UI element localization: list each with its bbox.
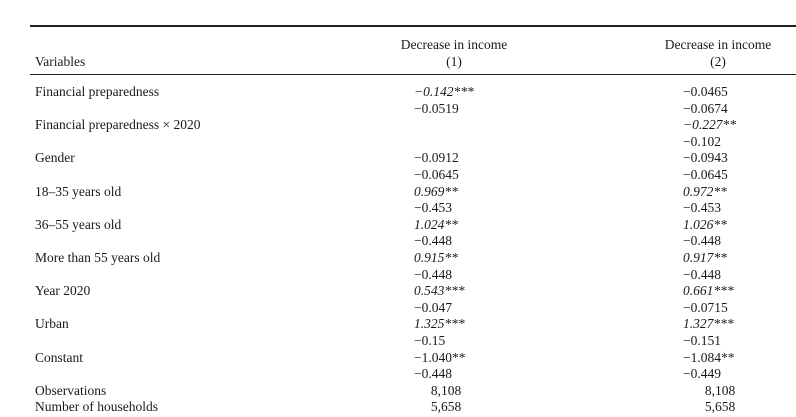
col2-number: (2) [710,54,726,69]
col1-title: Decrease in income [400,37,508,52]
cell-col2: 1.327*** [683,316,734,332]
row-label: Financial preparedness × 2020 [35,117,201,133]
col2-title: Decrease in income [664,37,772,52]
cell-col2: 0.917** [683,250,727,265]
cell-col1: 0.915** [414,250,458,265]
cell-col1: −0.0912 [414,150,459,166]
row-label: Observations [35,382,107,398]
header-rule [30,74,796,75]
cell-col2: 0.661*** [683,283,734,299]
cell-col1: 5,658 [430,399,462,415]
cell-col2: −1.084** [683,349,735,365]
row-label: 36–55 years old [35,216,122,232]
cell-col2: −0.0645 [683,167,728,182]
cell-col1: −0.0645 [414,167,459,182]
variables-header: Variables [35,54,86,69]
cell-col1: −1.040** [414,349,466,365]
cell-col1: −0.0519 [414,100,459,116]
col1-number: (1) [446,54,462,69]
cell-col2: −0.0943 [683,150,728,166]
cell-col2: −0.449 [683,366,721,382]
cell-col2: −0.453 [683,200,721,216]
cell-col2: 1.026** [683,216,727,232]
cell-col1: −0.453 [414,200,452,216]
row-label: Number of households [35,399,158,415]
cell-col2: −0.151 [683,333,721,348]
cell-col2: 8,108 [704,382,736,398]
cell-col1: 0.543*** [414,283,465,299]
cell-col1: −0.448 [414,266,452,282]
row-label: Financial preparedness [35,84,160,99]
cell-col2: −0.102 [683,133,721,149]
cell-col1: −0.15 [414,333,446,348]
cell-col1: 1.325*** [414,316,465,332]
cell-col2: −0.0674 [683,100,728,116]
row-label: More than 55 years old [35,250,161,265]
row-label: Year 2020 [35,283,91,299]
row-label: Constant [35,349,84,365]
top-rule [30,25,796,27]
cell-col2: −0.227** [683,117,736,133]
cell-col2: −0.448 [683,266,721,282]
row-label: Gender [35,150,75,166]
cell-col1: 0.969** [414,183,458,199]
cell-col1: 8,108 [430,382,462,398]
cell-col2: −0.448 [683,233,721,249]
cell-col1: 1.024** [414,216,458,232]
cell-col1: −0.047 [414,299,452,315]
cell-col1: −0.448 [414,233,452,249]
cell-col2: −0.0465 [683,84,728,99]
row-label: 18–35 years old [35,183,122,199]
cell-col2: −0.0715 [683,299,728,315]
cell-col2: 5,658 [704,399,736,415]
cell-col1: −0.448 [414,366,452,382]
cell-col1: −0.142*** [414,84,474,99]
row-label: Urban [35,316,69,332]
cell-col2: 0.972** [683,183,727,199]
